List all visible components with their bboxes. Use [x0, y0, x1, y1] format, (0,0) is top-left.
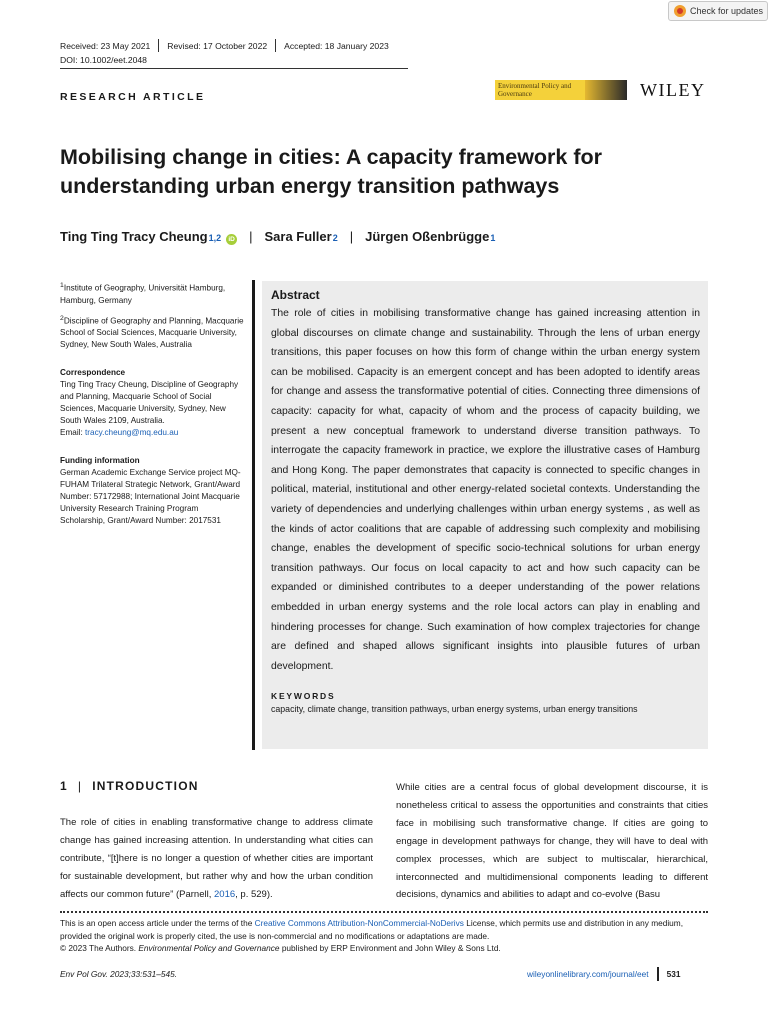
- license-text: License, which permits use and distribution in any medium, provided the original work is properly cited, the use is non-commercial and no modifications or adaptations are made.: [60, 918, 684, 941]
- intro-paragraph-1: [60, 814, 373, 904]
- affiliation-text: Discipline of Geography and Planning, Macquarie School of Social Sciences, Macquarie University, Sydney, New South Wales, Australia: [60, 316, 244, 350]
- keywords: capacity, climate change, transition pathways, urban energy systems, urban energy transitions: [271, 704, 638, 715]
- copyright-journal: Environmental Policy and Governance: [138, 943, 280, 954]
- article-title: Mobilising change in cities: A capacity framework for understanding urban energy transition pathways: [60, 145, 603, 198]
- date-divider: [275, 39, 276, 52]
- accepted-date: Accepted: 18 January 2023: [284, 40, 389, 51]
- footnote-divider: [60, 911, 708, 913]
- section-title: INTRODUCTION: [92, 779, 199, 793]
- check-for-updates-label: Check for updates: [690, 6, 764, 16]
- footer-citation-text: Env Pol Gov. 2023;33:531–545.: [60, 969, 178, 979]
- article-info-sidebar: [60, 280, 245, 533]
- copyright-text: published by ERP Environment and John Wiley & Sons Ltd.: [279, 943, 501, 954]
- copyright-text: © 2023 The Authors.: [60, 943, 139, 954]
- affiliation-number: 2: [60, 314, 64, 322]
- footer-divider: [657, 967, 659, 981]
- affiliation-number: 1: [60, 282, 64, 289]
- correspondence-text: Ting Ting Tracy Cheung, Discipline of Geography and Planning, Macquarie School of Social Sciences, Macquarie University, Sydney, New South Wales 2109, Australia.: [60, 380, 239, 426]
- abstract-heading: Abstract: [271, 288, 320, 302]
- doi: DOI: 10.1002/eet.2048: [60, 55, 147, 65]
- author-list: [60, 229, 495, 245]
- affiliation: [60, 280, 245, 307]
- section-number: 1: [60, 779, 68, 793]
- sidebar-divider: [252, 280, 255, 750]
- crossmark-icon: [674, 5, 686, 17]
- section-separator: |: [77, 779, 83, 793]
- author-separator: |: [349, 229, 354, 244]
- abstract-box: [262, 281, 708, 749]
- affiliation-text: Institute of Geography, Universität Hamburg, Hamburg, Germany: [60, 283, 226, 305]
- journal-logo-text: Environmental Policy and Governance: [495, 80, 585, 100]
- article-type: RESEARCH ARTICLE: [60, 91, 206, 103]
- citation-link[interactable]: 2016: [214, 888, 236, 900]
- license-link[interactable]: Creative Commons Attribution-NonCommercial-NoDerivs: [254, 918, 464, 928]
- journal-url-link[interactable]: wileyonlinelibrary.com/journal/eet: [527, 969, 649, 979]
- keywords-heading: KEYWORDS: [271, 691, 336, 702]
- intro-text: The role of cities in enabling transformative change to address climate change has gained increasing attention. In understanding what cities can contribute, “[t]here is no longer a question of whether cities are important for sustainable development, but rather why and how the urban condition affects our common future” (Parnell,: [60, 817, 373, 900]
- received-date: Received: 23 May 2021: [60, 40, 151, 51]
- page-number: 531: [666, 969, 681, 979]
- funding-heading: Funding information: [60, 456, 140, 466]
- author-name[interactable]: Sara Fuller: [264, 229, 332, 244]
- email-link[interactable]: tracy.cheung@mq.edu.au: [85, 428, 179, 438]
- correspondence-heading: Correspondence: [60, 368, 126, 378]
- license-text: This is an open access article under the terms of the: [60, 918, 255, 928]
- author-affiliation-sup: 1,2: [208, 233, 222, 243]
- author-affiliation-sup: 1: [490, 233, 496, 243]
- author-separator: |: [249, 229, 253, 244]
- email-label: Email:: [60, 428, 86, 438]
- orcid-icon[interactable]: iD: [226, 234, 237, 245]
- publisher-logo: WILEY: [640, 80, 706, 100]
- intro-paragraph-2: While cities are a central focus of global development discourse, it is nonetheless critical to assess the opportunities and constraints that cities face in mobilising such transformative change. If cities are going to engage in development pathways for change, they will have to deal with complex processes, which are subject to multiscalar, hierarchical, interconnected and multidimensional components leading to different decisions, dynamics and abilities to adapt and co-evolve (Basu: [396, 782, 708, 901]
- section-heading: [60, 779, 199, 793]
- affiliation: [60, 313, 245, 352]
- journal-logo: [495, 80, 627, 100]
- correspondence-email-line: [60, 427, 245, 439]
- journal-logo-graphic: [585, 80, 627, 100]
- header-rule: [60, 68, 408, 69]
- license-note: [60, 917, 708, 955]
- author-name[interactable]: Ting Ting Tracy Cheung: [60, 229, 208, 244]
- abstract-text: The role of cities in mobilising transformative change has gained increasing attention in global discourses on climate change and sustainability. Through the lens of urban energy transitions, this paper focuses on how this form of change within the urban energy system can be mobilised. Capacity is an emergent concept and has been adopted to identify areas for change and assess the transformative potential of cities. Connecting three dimensions of capacity: capacity for what, capacity of whom and the process of capacity building, we present a new conceptual framework to understand diverse transition pathways. To interrogate the capacity framework in practice, we explore the illustrative cases of Hamburg and Hong Kong. The paper demonstrates that capacity is connected to specific changes in political, material, institutional and other energy-related societal contexts. Understanding the variety of dependencies and underlying challenges within urban energy systems , as well as the kinds of actor coalitions that are capable of addressing such complexity and mobilising change, enables the development of specific socio-technical solutions for urban energy transition pathways. Our focus on local capacity to act and how such capacity can be expanded or diminished contributes to a deeper understanding of the power relations embedded in urban energy systems and the role local actors can play in enabling and hindering processes for change. Such examination of how complex trajectories for change are defined and shaped allows significant insights into plausible futures of urban development.: [271, 308, 700, 672]
- article-dates: [60, 39, 389, 52]
- date-divider: [158, 39, 159, 52]
- funding-text: German Academic Exchange Service project MQ-FUHAM Trilateral Strategic Network, Grant/Award Number: 57172988; International Joint Macquarie University Research Training Program Scholarship, Grant/Award Number: 2017531: [60, 468, 241, 526]
- footer-right: [527, 967, 680, 981]
- author-name[interactable]: Jürgen Oßenbrügge: [365, 229, 490, 244]
- revised-date: Revised: 17 October 2022: [167, 40, 268, 51]
- check-for-updates-button[interactable]: [668, 1, 768, 21]
- author-affiliation-sup: 2: [332, 233, 338, 243]
- footer-citation: [60, 969, 177, 979]
- intro-text: , p. 529).: [235, 888, 273, 900]
